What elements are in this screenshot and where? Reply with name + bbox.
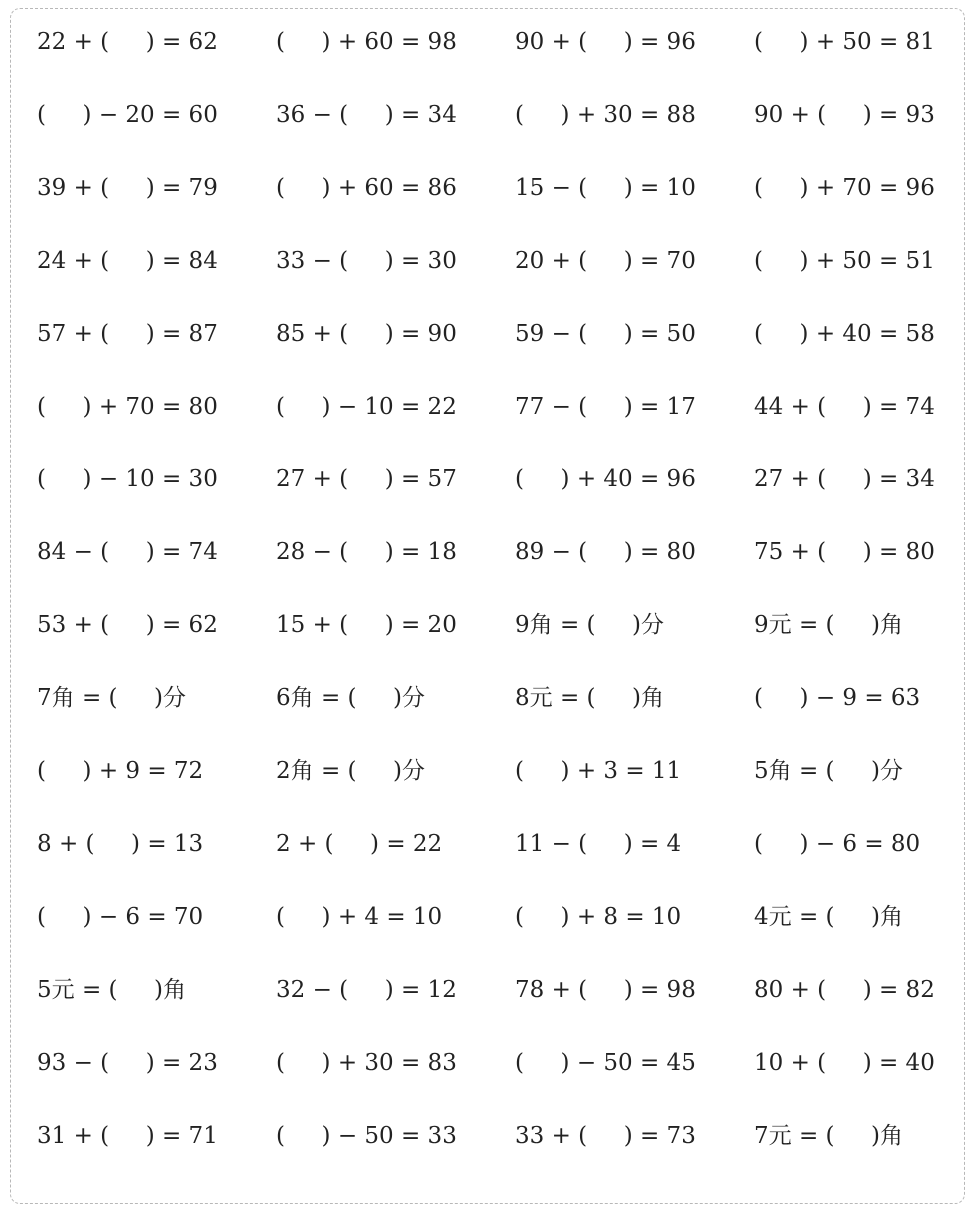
math-problem: 85 + ( ) = 90 xyxy=(276,320,457,347)
math-problem: 32 − ( ) = 12 xyxy=(276,976,457,1003)
math-problem: 8元 = ( )角 xyxy=(515,685,665,712)
math-problem: 27 + ( ) = 34 xyxy=(754,466,935,493)
math-problem: ( ) − 10 = 22 xyxy=(276,393,457,420)
math-problem: ( ) − 6 = 80 xyxy=(754,830,921,857)
math-problem: ( ) + 30 = 83 xyxy=(276,1049,457,1076)
worksheet-border xyxy=(10,8,965,1204)
math-problem: 9角 = ( )分 xyxy=(515,612,665,639)
math-problem: 10 + ( ) = 40 xyxy=(754,1049,935,1076)
math-problem: ( ) + 70 = 80 xyxy=(37,393,218,420)
math-problem: 59 − ( ) = 50 xyxy=(515,320,696,347)
math-problem: ( ) − 20 = 60 xyxy=(37,101,218,128)
math-problem: ( ) + 3 = 11 xyxy=(515,758,682,784)
math-problem: ( ) + 40 = 96 xyxy=(515,466,696,493)
math-problem: ( ) − 50 = 33 xyxy=(276,1122,457,1149)
math-problem: 9元 = ( )角 xyxy=(754,612,904,639)
math-problem: 53 + ( ) = 62 xyxy=(37,612,218,639)
math-problem: 57 + ( ) = 87 xyxy=(37,320,218,347)
math-problem: ( ) − 6 = 70 xyxy=(37,903,204,930)
math-problem: 31 + ( ) = 71 xyxy=(37,1122,218,1149)
math-problem: 8 + ( ) = 13 xyxy=(37,830,204,857)
math-problem: 22 + ( ) = 62 xyxy=(37,29,218,55)
math-problem: 7角 = ( )分 xyxy=(37,685,187,712)
math-problem: ( ) − 10 = 30 xyxy=(37,466,218,493)
math-problem: 33 − ( ) = 30 xyxy=(276,247,457,274)
math-problem: ( ) + 50 = 51 xyxy=(754,247,935,274)
math-problem: 24 + ( ) = 84 xyxy=(37,247,218,274)
math-problem: 90 + ( ) = 93 xyxy=(754,101,935,128)
math-problem: 11 − ( ) = 4 xyxy=(515,830,682,857)
math-problem: ( ) + 4 = 10 xyxy=(276,903,443,930)
math-problem: 77 − ( ) = 17 xyxy=(515,393,696,420)
math-problem: 93 − ( ) = 23 xyxy=(37,1049,218,1076)
math-problem: 39 + ( ) = 79 xyxy=(37,174,218,201)
math-problem: 5元 = ( )角 xyxy=(37,976,187,1003)
math-problem: 84 − ( ) = 74 xyxy=(37,539,218,566)
math-problem: ( ) + 9 = 72 xyxy=(37,758,204,784)
math-problem: ( ) + 70 = 96 xyxy=(754,174,935,201)
math-problem: 80 + ( ) = 82 xyxy=(754,976,935,1003)
math-problem: 20 + ( ) = 70 xyxy=(515,247,696,274)
math-problem: 2 + ( ) = 22 xyxy=(276,830,443,857)
math-problem: 5角 = ( )分 xyxy=(754,758,904,784)
math-problem: ( ) − 50 = 45 xyxy=(515,1049,696,1076)
math-problem: 89 − ( ) = 80 xyxy=(515,539,696,566)
math-problem: 33 + ( ) = 73 xyxy=(515,1122,696,1149)
math-problem: 15 − ( ) = 10 xyxy=(515,174,696,201)
math-problem: 44 + ( ) = 74 xyxy=(754,393,935,420)
math-problem: 4元 = ( )角 xyxy=(754,903,904,930)
math-problem: 36 − ( ) = 34 xyxy=(276,101,457,128)
math-problem: 6角 = ( )分 xyxy=(276,685,426,712)
math-problem: 75 + ( ) = 80 xyxy=(754,539,935,566)
math-problem: ( ) + 8 = 10 xyxy=(515,903,682,930)
math-problem: 78 + ( ) = 98 xyxy=(515,976,696,1003)
math-problem: ( ) + 60 = 98 xyxy=(276,29,457,55)
math-problem: ( ) + 50 = 81 xyxy=(754,29,935,55)
problem-grid xyxy=(11,9,966,1205)
math-problem: ( ) + 40 = 58 xyxy=(754,320,935,347)
math-problem: 90 + ( ) = 96 xyxy=(515,29,696,55)
math-problem: 7元 = ( )角 xyxy=(754,1122,904,1149)
math-problem: 28 − ( ) = 18 xyxy=(276,539,457,566)
math-problem: 2角 = ( )分 xyxy=(276,758,426,784)
math-problem: ( ) + 60 = 86 xyxy=(276,174,457,201)
math-problem: 27 + ( ) = 57 xyxy=(276,466,457,493)
math-problem: ( ) + 30 = 88 xyxy=(515,101,696,128)
math-problem: ( ) − 9 = 63 xyxy=(754,685,921,712)
math-problem: 15 + ( ) = 20 xyxy=(276,612,457,639)
